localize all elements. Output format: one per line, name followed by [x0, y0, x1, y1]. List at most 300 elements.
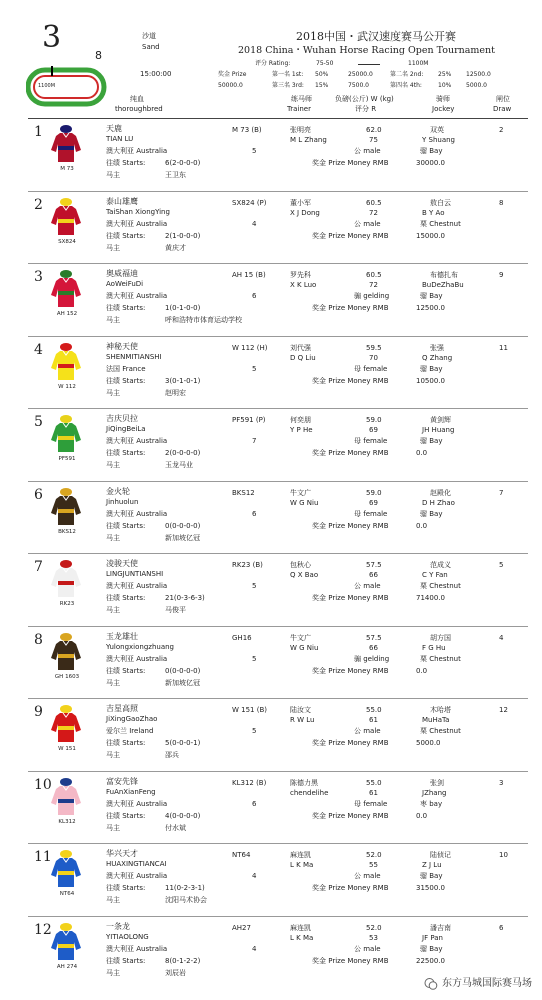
brand-mark: W 151 (B): [232, 706, 267, 714]
jockey-silk-icon: [50, 269, 82, 309]
draw-position: 4: [499, 633, 504, 642]
owner-label: 马主: [106, 461, 120, 469]
jockey-silk-icon: [50, 849, 82, 889]
horse-name-en: Jinhuolun: [106, 497, 139, 506]
runner-entry-6: [0, 485, 542, 557]
brand-mark: GH16: [232, 633, 252, 642]
entry-divider: [28, 843, 528, 844]
weight: 55.0: [366, 706, 382, 714]
owner-label: 马主: [106, 896, 120, 904]
weight: 57.5: [366, 633, 382, 642]
brand-mark: AH27: [232, 923, 251, 932]
prize-money: 10500.0: [416, 376, 445, 385]
jockey-cn: 潘吉南: [430, 923, 451, 932]
entry-divider: [28, 698, 528, 699]
trainer-cn: 张明亮: [290, 126, 311, 134]
starts-record: 1(0-1-0-0): [165, 304, 201, 312]
col-weight-cn: 负磅(公斤) W (kg): [335, 95, 394, 103]
coat-color: 骝 Bay: [420, 872, 443, 880]
sex: 母 female: [354, 364, 388, 373]
starts-record: 2(0-0-0-0): [165, 449, 201, 457]
runner-number: 4: [34, 341, 43, 358]
horse-name-en: YITIAOLONG: [106, 932, 149, 941]
col-trainer-en: Trainer: [287, 105, 311, 113]
breed-cn: 纯血: [130, 95, 144, 103]
coat-color: 骝 Bay: [420, 364, 443, 373]
sex: 公 male: [354, 582, 381, 590]
prize-label: 奖金 Prize Money RMB: [312, 811, 389, 820]
jockey-silk-icon: [50, 124, 82, 164]
draw-position: 5: [499, 561, 504, 569]
starts-record: 6(2-0-0-0): [165, 159, 201, 167]
entry-divider: [28, 263, 528, 264]
trainer-en: W G Niu: [290, 498, 319, 507]
origin: 澳大利亚 Australia: [106, 654, 168, 663]
sex: 公 male: [354, 219, 381, 228]
runner-number: 6: [34, 486, 43, 503]
jockey-cn: 张剑: [430, 778, 444, 787]
jockey-cn: 陆侦记: [430, 851, 451, 859]
prize-label: 奖金 Prize Money RMB: [312, 231, 389, 240]
coat-color: 栗 Chestnut: [420, 654, 461, 663]
prize-money: 71400.0: [416, 594, 445, 602]
trainer-cn: 董小军: [290, 198, 311, 207]
coat-color: 枣 bay: [420, 799, 443, 808]
jockey-silk-icon: [50, 414, 82, 454]
weight: 59.0: [366, 488, 382, 497]
trainer-en: W G Niu: [290, 643, 319, 652]
prize-2nd-pct: 25%: [438, 71, 452, 78]
weight: 60.5: [366, 198, 382, 207]
prize-label: 奖金 Prize Money RMB: [312, 159, 389, 167]
jockey-silk-icon: [50, 197, 82, 237]
horse-name-cn: 金火轮: [106, 486, 130, 496]
horse-age: 5: [252, 147, 257, 155]
rating: 55: [369, 861, 378, 869]
trainer-cn: 麻连凯: [290, 851, 311, 859]
entry-divider: [28, 916, 528, 917]
jockey-en: JZhang: [422, 788, 447, 797]
starts-label: 往绩 Starts:: [106, 739, 146, 747]
sex: 母 female: [354, 437, 388, 445]
jockey-silk-icon: [50, 342, 82, 382]
brand-mark: PF591 (P): [232, 416, 266, 424]
prize-money: 30000.0: [416, 159, 445, 167]
brand-mark: KL312 (B): [232, 778, 267, 787]
jockey-en: Z J Lu: [422, 861, 442, 869]
prize-money: 0.0: [416, 811, 428, 820]
col-jockey-en: Jockey: [432, 105, 455, 113]
track-label: 1100M: [38, 83, 56, 89]
horse-name-cn: 吉星高照: [106, 704, 138, 713]
prize-label: 奖金 Prize Money RMB: [312, 449, 389, 457]
rating-divider: [358, 64, 380, 65]
prize-money: 0.0: [416, 449, 428, 457]
brand-code: NT64: [59, 891, 75, 897]
prize-3rd-pct: 15%: [315, 82, 329, 89]
runner-number: 5: [34, 414, 43, 430]
draw-position: 2: [499, 126, 504, 134]
owner-name: 新加坡亿冠: [165, 678, 200, 687]
weight: 57.5: [366, 561, 382, 569]
prize-1st-label: 第一名 1st:: [272, 71, 304, 78]
entry-divider: [28, 481, 528, 482]
sex: 公 male: [354, 872, 381, 880]
starts-label: 往绩 Starts:: [106, 304, 146, 312]
horse-name-cn: 天鹿: [106, 124, 122, 133]
runner-entry-9: [0, 702, 542, 774]
race-number: 3: [42, 20, 62, 55]
entry-divider: [28, 408, 528, 409]
owner-name: 新加坡亿冠: [165, 533, 200, 542]
rating: 72: [369, 208, 378, 217]
prize-label: 奖金 Prize Money RMB: [312, 666, 389, 675]
runner-entry-4: [0, 340, 542, 412]
entry-divider: [28, 553, 528, 554]
surface-en: Sand: [142, 43, 160, 51]
brand-code: AH 274: [56, 963, 78, 970]
coat-color: 骝 Bay: [420, 437, 443, 445]
prize-label: 奖金 Prize: [218, 71, 247, 78]
owner-name: 呼和浩特市体育运动学校: [165, 316, 242, 324]
draw-position: 9: [499, 271, 504, 279]
horse-age: 5: [252, 654, 257, 663]
horse-name-en: FuAnXianFeng: [106, 787, 156, 796]
origin: 澳大利亚 Australia: [106, 219, 168, 228]
coat-color: 栗 Chestnut: [420, 582, 461, 590]
brand-mark: NT64: [232, 851, 251, 859]
starts-label: 往绩 Starts:: [106, 666, 146, 675]
trainer-cn: 牛文广: [290, 633, 311, 642]
jockey-silk-icon: [50, 704, 82, 744]
sex: 骟 gelding: [354, 292, 390, 300]
starts-record: 3(0-1-0-1): [165, 376, 201, 385]
rating: 61: [369, 716, 378, 724]
entry-divider: [28, 771, 528, 772]
runner-entry-3: [0, 267, 542, 339]
wechat-icon: [424, 976, 438, 990]
horse-age: 4: [252, 219, 257, 228]
horse-age: 4: [252, 872, 257, 880]
trainer-cn: 罗先科: [290, 271, 311, 279]
sex: 公 male: [354, 727, 381, 735]
owner-name: 马俊平: [165, 606, 186, 614]
starts-label: 往绩 Starts:: [106, 811, 146, 820]
owner-name: 赵明宏: [165, 388, 186, 397]
weight: 60.5: [366, 271, 382, 279]
horse-age: 5: [252, 582, 257, 590]
starts-record: 0(0-0-0-0): [165, 521, 201, 530]
runner-number: 12: [34, 921, 52, 938]
trainer-en: X K Luo: [290, 281, 317, 289]
runner-number: 2: [34, 196, 43, 213]
draw-position: 8: [499, 198, 504, 207]
draw-position: 6: [499, 923, 504, 932]
coat-color: 栗 Chestnut: [420, 727, 461, 735]
horse-name-cn: 凌骏天使: [106, 559, 138, 568]
origin: 澳大利亚 Australia: [106, 147, 168, 155]
horse-age: 7: [252, 437, 257, 445]
prize-label: 奖金 Prize Money RMB: [312, 956, 389, 965]
trainer-en: D Q Liu: [290, 353, 316, 362]
brand-mark: RK23 (B): [232, 561, 263, 569]
draw-position: 7: [499, 488, 504, 497]
starts-record: 21(0-3-6-3): [165, 594, 205, 602]
trainer-en: R W Lu: [290, 716, 315, 724]
col-draw-en: Draw: [493, 105, 512, 113]
jockey-silk-icon: [50, 632, 82, 672]
owner-name: 邵兵: [165, 751, 179, 759]
owner-label: 马主: [106, 678, 120, 687]
owner-name: 王卫东: [165, 171, 186, 179]
brand-code: KL312: [58, 818, 76, 825]
jockey-en: B Y Ao: [422, 208, 445, 217]
origin: 澳大利亚 Australia: [106, 582, 168, 590]
jockey-cn: 黄剑辉: [430, 416, 451, 424]
brand-code: AH 152: [56, 311, 78, 317]
trainer-en: X J Dong: [290, 208, 320, 217]
starts-label: 往绩 Starts:: [106, 449, 146, 457]
col-jockey-cn: 骑师: [436, 95, 450, 103]
runner-entry-8: [0, 630, 542, 702]
jockey-cn: 木哈塔: [430, 706, 451, 714]
horse-name-en: Yulongxiongzhuang: [106, 642, 174, 651]
rating: 66: [369, 643, 378, 652]
runner-number: 10: [34, 776, 52, 793]
origin: 澳大利亚 Australia: [106, 509, 168, 518]
starts-record: 11(0-2-3-1): [165, 884, 205, 892]
sex: 公 male: [354, 147, 381, 155]
jockey-silk-icon: [50, 777, 82, 817]
prize-money: 0.0: [416, 666, 428, 675]
jockey-en: JH Huang: [422, 426, 455, 434]
horse-name-en: SHENMITIANSHI: [106, 352, 162, 361]
horse-name-en: HUAXINGTIANCAI: [106, 860, 167, 868]
owner-name: 刘辰岩: [165, 968, 186, 977]
horse-name-cn: 吉庆贝拉: [106, 414, 138, 423]
sex: 母 female: [354, 509, 388, 518]
jockey-silk-icon: [50, 559, 82, 599]
rating: 61: [369, 788, 378, 797]
entry-divider: [28, 191, 528, 192]
prize-label: 奖金 Prize Money RMB: [312, 594, 389, 602]
rating: 70: [369, 353, 378, 362]
brand-code: RK23: [59, 601, 75, 607]
owner-name: 付水斌: [165, 823, 186, 832]
trainer-cn: 牛文广: [290, 488, 311, 497]
owner-label: 马主: [106, 243, 120, 252]
weight: 55.0: [366, 778, 382, 787]
draw-position: 12: [499, 706, 508, 714]
prize-money: 0.0: [416, 521, 428, 530]
coat-color: 骝 Bay: [420, 944, 443, 953]
jockey-silk-icon: [50, 487, 82, 527]
coat-color: 骝 Bay: [420, 147, 443, 155]
origin: 爱尔兰 Ireland: [106, 727, 154, 735]
origin: 澳大利亚 Australia: [106, 799, 168, 808]
prize-1st-amount: 25000.0: [348, 71, 373, 78]
prize-4th-label: 第四名 4th:: [390, 82, 422, 89]
sex: 骟 gelding: [354, 654, 390, 663]
rating: 69: [369, 498, 378, 507]
starts-record: 8(0-1-2-2): [165, 956, 201, 965]
draw-position: 10: [499, 851, 508, 859]
trainer-cn: 刘代强: [290, 343, 311, 352]
col-draw-cn: 闸位: [496, 95, 510, 103]
jockey-cn: 敖白云: [430, 198, 451, 207]
horse-age: 4: [252, 944, 257, 953]
owner-label: 马主: [106, 533, 120, 542]
prize-label: 奖金 Prize Money RMB: [312, 739, 389, 747]
jockey-cn: 赵殿化: [430, 488, 451, 497]
title-en: 2018 China・Wuhan Horse Racing Open Tournament: [238, 45, 495, 56]
entry-divider: [28, 336, 528, 337]
jockey-cn: 胡方国: [430, 633, 451, 642]
prize-4th-amount: 5000.0: [466, 82, 487, 89]
horse-name-en: LINGJUNTIANSHI: [106, 570, 164, 578]
horse-name-cn: 奥威福迪: [106, 269, 138, 278]
brand-code: PF591: [58, 456, 76, 462]
trainer-cn: 陆汝文: [290, 706, 311, 714]
horse-name-en: TaiShan XiongYing: [106, 207, 170, 216]
owner-name: 沈阳马术协会: [165, 896, 207, 904]
surface-cn: 沙道: [142, 32, 156, 40]
starts-label: 往绩 Starts:: [106, 159, 146, 167]
runner-entry-11: [0, 847, 542, 919]
starts-label: 往绩 Starts:: [106, 521, 146, 530]
runner-entry-10: [0, 775, 542, 847]
runner-entry-2: [0, 195, 542, 267]
prize-label: 奖金 Prize Money RMB: [312, 304, 389, 312]
starts-record: 5(0-0-0-1): [165, 739, 201, 747]
origin: 澳大利亚 Australia: [106, 872, 168, 880]
owner-label: 马主: [106, 606, 120, 614]
prize-label: 奖金 Prize Money RMB: [312, 521, 389, 530]
horse-age: 6: [252, 509, 257, 518]
brand-code: SX824: [58, 238, 76, 245]
horse-name-cn: 玉龙雄壮: [106, 631, 138, 641]
brand-code: BKS12: [58, 528, 76, 535]
jockey-cn: 张强: [430, 343, 444, 352]
owner-label: 马主: [106, 968, 120, 977]
trainer-en: Y P He: [290, 426, 313, 434]
owner-label: 马主: [106, 316, 120, 324]
brand-mark: M 73 (B): [232, 126, 262, 134]
horse-name-cn: 神秘天使: [106, 341, 138, 351]
origin: 澳大利亚 Australia: [106, 437, 168, 445]
owner-label: 马主: [106, 823, 120, 832]
draw-position: 3: [499, 778, 504, 787]
origin: 法国 France: [106, 364, 146, 373]
horse-age: 6: [252, 799, 257, 808]
rating: 66: [369, 571, 378, 579]
runner-number: 1: [34, 124, 43, 140]
sex: 公 male: [354, 944, 381, 953]
horse-name-en: JiXingGaoZhao: [106, 715, 158, 723]
brand-mark: AH 15 (B): [232, 271, 266, 279]
trainer-en: L K Ma: [290, 933, 314, 942]
jockey-en: JF Pan: [422, 933, 443, 942]
horse-name-en: TIAN LU: [106, 135, 134, 143]
header-divider: [28, 118, 528, 119]
owner-label: 马主: [106, 171, 120, 179]
race-time: 15:00:00: [140, 70, 172, 78]
prize-3rd-label: 第三名 3rd:: [272, 82, 304, 89]
trainer-cn: 包秋心: [290, 561, 311, 569]
watermark: [424, 976, 532, 990]
jockey-en: C Y Fan: [422, 571, 448, 579]
weight: 59.5: [366, 343, 382, 352]
brand-code: W 151: [58, 746, 76, 752]
prize-2nd-label: 第二名 2nd:: [390, 71, 424, 78]
horse-name-cn: 富安先锋: [106, 776, 138, 786]
starts-label: 往绩 Starts:: [106, 956, 146, 965]
rating: 72: [369, 281, 378, 289]
brand-mark: W 112 (H): [232, 343, 268, 352]
trainer-cn: 何奕朋: [290, 416, 311, 424]
horse-age: 5: [252, 727, 257, 735]
owner-label: 马主: [106, 751, 120, 759]
trainer-cn: 麻连凯: [290, 923, 311, 932]
weight: 52.0: [366, 923, 382, 932]
breed-en: thoroughbred: [115, 105, 163, 113]
starts-record: 4(0-0-0-0): [165, 811, 201, 820]
brand-mark: BKS12: [232, 488, 255, 497]
prize-total: 50000.0: [218, 82, 243, 89]
starts-label: 往绩 Starts:: [106, 594, 146, 602]
weight: 62.0: [366, 126, 382, 134]
entry-divider: [28, 626, 528, 627]
weight: 52.0: [366, 851, 382, 859]
starts-record: 0(0-0-0-0): [165, 666, 201, 675]
trainer-en: L K Ma: [290, 861, 314, 869]
prize-money: 31500.0: [416, 884, 445, 892]
horse-age: 5: [252, 364, 257, 373]
runner-entry-5: [0, 412, 542, 484]
rating: 69: [369, 426, 378, 434]
jockey-cn: 双英: [430, 126, 444, 134]
jockey-silk-icon: [50, 922, 82, 962]
trainer-cn: 陈德力黑: [290, 778, 318, 787]
starts-label: 往绩 Starts:: [106, 376, 146, 385]
race-distance: 1100M: [408, 60, 429, 67]
starts-label: 往绩 Starts:: [106, 231, 146, 240]
title-cn: 2018中国・武汉速度赛马公开赛: [296, 30, 456, 43]
rating-label: 评分 Rating:: [255, 60, 291, 67]
prize-money: 5000.0: [416, 739, 441, 747]
trainer-en: chendelihe: [290, 788, 329, 797]
brand-code: W 112: [58, 383, 76, 390]
jockey-en: F G Hu: [422, 643, 446, 652]
sex: 母 female: [354, 799, 388, 808]
trainer-en: Q X Bao: [290, 571, 319, 579]
owner-label: 马主: [106, 388, 120, 397]
prize-money: 12500.0: [416, 304, 445, 312]
runner-number: 8: [34, 631, 43, 648]
runner-number: 7: [34, 559, 43, 575]
col-trainer-cn: 练马师: [291, 95, 312, 103]
jockey-cn: 布德扎布: [430, 271, 458, 279]
horse-name-en: JiQingBeiLa: [106, 425, 146, 433]
runner-entry-1: [0, 122, 542, 194]
horse-name-cn: 一条龙: [106, 921, 130, 931]
jockey-en: Q Zhang: [422, 353, 453, 362]
runner-number: 3: [34, 269, 43, 285]
jockey-cn: 范成义: [430, 561, 451, 569]
jockey-en: Y Shuang: [422, 136, 455, 144]
prize-money: 15000.0: [416, 231, 445, 240]
prize-label: 奖金 Prize Money RMB: [312, 376, 389, 385]
